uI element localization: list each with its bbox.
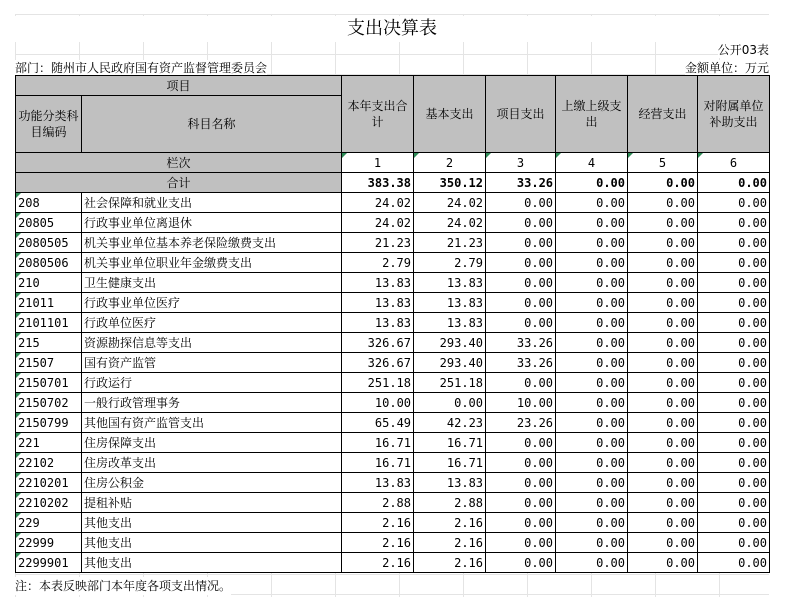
total-cell: 0.00 — [698, 173, 770, 193]
amount-cell: 0.00 — [698, 373, 770, 393]
subject-name-cell: 机关事业单位职业年金缴费支出 — [82, 253, 342, 273]
amount-cell: 0.00 — [556, 453, 628, 473]
amount-cell: 0.00 — [486, 493, 556, 513]
amount-cell: 0.00 — [556, 253, 628, 273]
amount-cell: 42.23 — [414, 413, 486, 433]
table-row — [16, 453, 770, 473]
func-code-cell: 2080505 — [16, 233, 82, 253]
amount-cell: 0.00 — [486, 213, 556, 233]
amount-cell: 0.00 — [698, 293, 770, 313]
subject-name-cell: 行政事业单位离退休 — [82, 213, 342, 233]
table-row — [16, 553, 770, 573]
total-cell: 0.00 — [556, 173, 628, 193]
amount-cell: 0.00 — [556, 193, 628, 213]
amount-cell: 0.00 — [556, 233, 628, 253]
amount-cell: 13.83 — [414, 313, 486, 333]
table-row — [16, 293, 770, 313]
amount-cell: 0.00 — [556, 493, 628, 513]
amount-cell: 0.00 — [698, 213, 770, 233]
amount-cell: 0.00 — [698, 353, 770, 373]
func-code-cell: 2299901 — [16, 553, 82, 573]
subject-name-cell: 其他国有资产监管支出 — [82, 413, 342, 433]
subject-name-cell: 行政单位医疗 — [82, 313, 342, 333]
amount-cell: 251.18 — [342, 373, 414, 393]
amount-cell: 0.00 — [486, 553, 556, 573]
amount-cell: 2.88 — [342, 493, 414, 513]
amount-cell: 0.00 — [698, 433, 770, 453]
total-cell: 383.38 — [342, 173, 414, 193]
table-row — [16, 193, 770, 213]
table-row — [16, 513, 770, 533]
amount-cell: 0.00 — [698, 313, 770, 333]
amount-cell: 326.67 — [342, 353, 414, 373]
amount-cell: 0.00 — [414, 393, 486, 413]
amount-cell: 16.71 — [342, 453, 414, 473]
amount-cell: 0.00 — [556, 553, 628, 573]
amount-cell: 0.00 — [556, 293, 628, 313]
subject-name-cell: 行政运行 — [82, 373, 342, 393]
amount-cell: 0.00 — [486, 433, 556, 453]
page-title: 支出决算表 — [15, 16, 769, 42]
amount-cell: 0.00 — [486, 293, 556, 313]
subject-name-cell: 提租补贴 — [82, 493, 342, 513]
subject-name-cell: 卫生健康支出 — [82, 273, 342, 293]
amount-cell: 0.00 — [698, 553, 770, 573]
func-code-cell: 229 — [16, 513, 82, 533]
amount-cell: 2.79 — [342, 253, 414, 273]
amount-cell: 0.00 — [486, 193, 556, 213]
amount-cell: 0.00 — [628, 333, 698, 353]
amount-cell: 2.16 — [342, 553, 414, 573]
func-code-cell: 21507 — [16, 353, 82, 373]
amount-cell: 0.00 — [698, 513, 770, 533]
amount-cell: 0.00 — [486, 373, 556, 393]
amount-cell: 0.00 — [698, 453, 770, 473]
amount-cell: 0.00 — [628, 293, 698, 313]
column-number: 3 — [486, 153, 556, 173]
amount-cell: 0.00 — [698, 333, 770, 353]
table-row — [16, 313, 770, 333]
amount-cell: 0.00 — [628, 233, 698, 253]
amount-cell: 13.83 — [414, 473, 486, 493]
header-subject-name: 科目名称 — [82, 96, 342, 153]
amount-cell: 0.00 — [556, 433, 628, 453]
amount-cell: 24.02 — [342, 213, 414, 233]
subject-name-cell: 住房改革支出 — [82, 453, 342, 473]
amount-cell: 0.00 — [698, 193, 770, 213]
subject-name-cell: 其他支出 — [82, 513, 342, 533]
amount-cell: 2.88 — [414, 493, 486, 513]
amount-cell: 0.00 — [486, 513, 556, 533]
amount-cell: 0.00 — [628, 553, 698, 573]
amount-cell: 13.83 — [414, 293, 486, 313]
amount-cell: 0.00 — [486, 313, 556, 333]
header-col-remit-superior: 上缴上级支出 — [556, 76, 628, 153]
table-row — [16, 413, 770, 433]
func-code-cell: 2150799 — [16, 413, 82, 433]
table-row — [16, 373, 770, 393]
subject-name-cell: 机关事业单位基本养老保险缴费支出 — [82, 233, 342, 253]
amount-unit-label: 金额单位：万元 — [684, 61, 769, 75]
amount-cell: 0.00 — [556, 413, 628, 433]
amount-cell: 0.00 — [628, 513, 698, 533]
amount-cell: 0.00 — [628, 433, 698, 453]
amount-cell: 13.83 — [342, 273, 414, 293]
amount-cell: 0.00 — [556, 393, 628, 413]
amount-cell: 0.00 — [556, 313, 628, 333]
column-number-row — [16, 153, 770, 173]
header-col-operating: 经营支出 — [628, 76, 698, 153]
subject-name-cell: 资源勘探信息等支出 — [82, 333, 342, 353]
amount-cell: 65.49 — [342, 413, 414, 433]
amount-cell: 0.00 — [486, 473, 556, 493]
func-code-cell: 2101101 — [16, 313, 82, 333]
amount-cell: 0.00 — [556, 473, 628, 493]
amount-cell: 33.26 — [486, 353, 556, 373]
amount-cell: 0.00 — [698, 393, 770, 413]
header-row-item — [16, 76, 770, 96]
amount-cell: 0.00 — [486, 233, 556, 253]
amount-cell: 0.00 — [628, 213, 698, 233]
amount-cell: 0.00 — [486, 253, 556, 273]
amount-cell: 0.00 — [556, 373, 628, 393]
subject-name-cell: 住房公积金 — [82, 473, 342, 493]
amount-cell: 0.00 — [698, 253, 770, 273]
amount-cell: 0.00 — [556, 353, 628, 373]
spreadsheet-sheet — [15, 14, 769, 597]
func-code-cell: 21011 — [16, 293, 82, 313]
table-row — [16, 493, 770, 513]
amount-cell: 0.00 — [628, 453, 698, 473]
amount-cell: 2.79 — [414, 253, 486, 273]
column-number: 2 — [414, 153, 486, 173]
subject-name-cell: 行政事业单位医疗 — [82, 293, 342, 313]
func-code-cell: 210 — [16, 273, 82, 293]
amount-cell: 0.00 — [628, 373, 698, 393]
amount-cell: 0.00 — [628, 493, 698, 513]
amount-cell: 0.00 — [628, 533, 698, 553]
subject-name-cell: 住房保障支出 — [82, 433, 342, 453]
table-row — [16, 433, 770, 453]
amount-cell: 0.00 — [628, 313, 698, 333]
total-cell: 350.12 — [414, 173, 486, 193]
func-code-cell: 221 — [16, 433, 82, 453]
amount-cell: 13.83 — [342, 293, 414, 313]
amount-cell: 0.00 — [698, 273, 770, 293]
total-cell: 33.26 — [486, 173, 556, 193]
amount-cell: 251.18 — [414, 373, 486, 393]
amount-cell: 0.00 — [486, 273, 556, 293]
subject-name-cell: 其他支出 — [82, 533, 342, 553]
amount-cell: 13.83 — [414, 273, 486, 293]
table-row — [16, 273, 770, 293]
amount-cell: 0.00 — [698, 533, 770, 553]
total-cell: 0.00 — [628, 173, 698, 193]
header-func-code: 功能分类科目编码 — [16, 96, 82, 153]
amount-cell: 326.67 — [342, 333, 414, 353]
table-row — [16, 393, 770, 413]
amount-cell: 10.00 — [486, 393, 556, 413]
table-row — [16, 233, 770, 253]
footnote: 注：本表反映部门本年度各项支出情况。 — [15, 579, 232, 593]
amount-cell: 0.00 — [628, 253, 698, 273]
amount-cell: 13.83 — [342, 473, 414, 493]
table-row — [16, 353, 770, 373]
func-code-cell: 2210202 — [16, 493, 82, 513]
func-code-cell: 2080506 — [16, 253, 82, 273]
amount-cell: 2.16 — [414, 513, 486, 533]
table-row — [16, 473, 770, 493]
column-number: 1 — [342, 153, 414, 173]
amount-cell: 0.00 — [556, 513, 628, 533]
header-col-basic: 基本支出 — [414, 76, 486, 153]
expenditure-table — [15, 75, 770, 573]
column-number: 5 — [628, 153, 698, 173]
form-number: 公开03表 — [717, 43, 769, 57]
amount-cell: 2.16 — [342, 533, 414, 553]
amount-cell: 16.71 — [414, 433, 486, 453]
func-code-cell: 22102 — [16, 453, 82, 473]
column-number: 6 — [698, 153, 770, 173]
amount-cell: 0.00 — [698, 493, 770, 513]
table-row — [16, 213, 770, 233]
amount-cell: 293.40 — [414, 353, 486, 373]
amount-cell: 0.00 — [556, 213, 628, 233]
amount-cell: 0.00 — [556, 533, 628, 553]
func-code-cell: 2210201 — [16, 473, 82, 493]
header-col-project: 项目支出 — [486, 76, 556, 153]
header-col-subsidy: 对附属单位补助支出 — [698, 76, 770, 153]
func-code-cell: 208 — [16, 193, 82, 213]
func-code-cell: 2150702 — [16, 393, 82, 413]
header-col-total-expenditure: 本年支出合计 — [342, 76, 414, 153]
amount-cell: 2.16 — [342, 513, 414, 533]
amount-cell: 10.00 — [342, 393, 414, 413]
amount-cell: 0.00 — [628, 413, 698, 433]
amount-cell: 33.26 — [486, 333, 556, 353]
amount-cell: 0.00 — [486, 533, 556, 553]
table-body — [16, 76, 770, 573]
amount-cell: 0.00 — [556, 273, 628, 293]
func-code-cell: 215 — [16, 333, 82, 353]
amount-cell: 2.16 — [414, 553, 486, 573]
amount-cell: 0.00 — [628, 353, 698, 373]
amount-cell: 21.23 — [414, 233, 486, 253]
subject-name-cell: 国有资产监管 — [82, 353, 342, 373]
amount-cell: 0.00 — [698, 473, 770, 493]
amount-cell: 0.00 — [698, 233, 770, 253]
amount-cell: 16.71 — [414, 453, 486, 473]
amount-cell: 24.02 — [342, 193, 414, 213]
func-code-cell: 2150701 — [16, 373, 82, 393]
total-label: 合计 — [16, 173, 342, 193]
amount-cell: 16.71 — [342, 433, 414, 453]
amount-cell: 21.23 — [342, 233, 414, 253]
table-row — [16, 253, 770, 273]
amount-cell: 24.02 — [414, 213, 486, 233]
table-row — [16, 333, 770, 353]
column-number: 4 — [556, 153, 628, 173]
subject-name-cell: 其他支出 — [82, 553, 342, 573]
amount-cell: 0.00 — [628, 273, 698, 293]
header-item: 项目 — [16, 76, 342, 96]
amount-cell: 0.00 — [628, 393, 698, 413]
amount-cell: 0.00 — [486, 453, 556, 473]
amount-cell: 0.00 — [698, 413, 770, 433]
lanci-label: 栏次 — [16, 153, 342, 173]
table-row — [16, 533, 770, 553]
amount-cell: 13.83 — [342, 313, 414, 333]
total-row — [16, 173, 770, 193]
amount-cell: 23.26 — [486, 413, 556, 433]
amount-cell: 293.40 — [414, 333, 486, 353]
amount-cell: 0.00 — [628, 473, 698, 493]
subject-name-cell: 社会保障和就业支出 — [82, 193, 342, 213]
department-label: 部门：随州市人民政府国有资产监督管理委员会 — [15, 61, 268, 75]
amount-cell: 0.00 — [556, 333, 628, 353]
func-code-cell: 22999 — [16, 533, 82, 553]
amount-cell: 0.00 — [628, 193, 698, 213]
subject-name-cell: 一般行政管理事务 — [82, 393, 342, 413]
amount-cell: 24.02 — [414, 193, 486, 213]
amount-cell: 2.16 — [414, 533, 486, 553]
func-code-cell: 20805 — [16, 213, 82, 233]
